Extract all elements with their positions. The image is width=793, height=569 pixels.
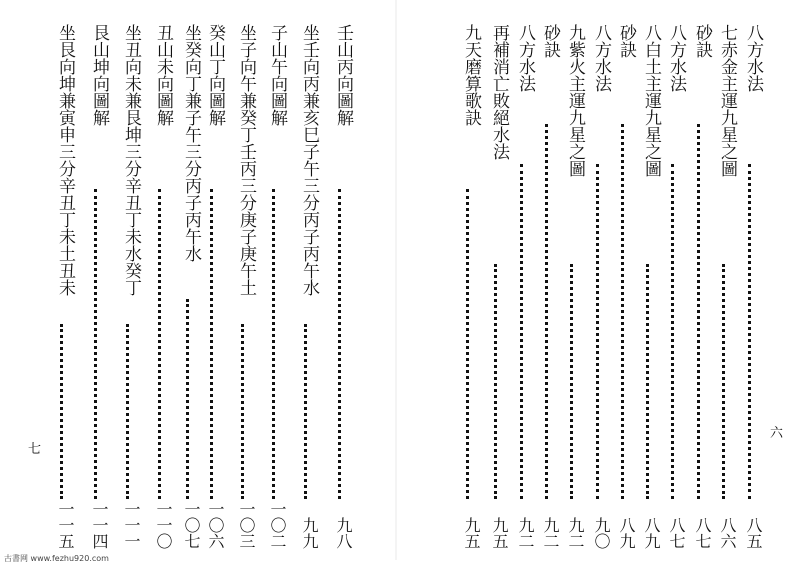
toc-entry-title: 坐丑向未兼艮坤三分辛丑丁未水癸丁 <box>121 24 141 296</box>
leader-dots <box>304 324 311 499</box>
leader-dots <box>722 264 729 499</box>
leader-dots <box>186 299 193 499</box>
toc-entry[interactable] <box>118 24 144 549</box>
toc-entry-page: 九二 <box>541 517 560 549</box>
toc-entry-title: 砂訣 <box>616 24 636 58</box>
leader-dots <box>621 124 628 499</box>
toc-entry-title: 子山午向圖解 <box>267 24 287 126</box>
leader-dots <box>272 189 279 499</box>
toc-entry[interactable] <box>202 24 228 549</box>
toc-entry-page: 一一五 <box>56 501 75 549</box>
toc-entry[interactable] <box>689 24 715 549</box>
leader-dots <box>466 189 473 499</box>
toc-entry-title: 八方水法 <box>743 24 763 92</box>
leader-dots <box>338 189 345 499</box>
leader-dots <box>126 324 133 499</box>
leader-dots <box>596 164 603 499</box>
leader-dots <box>748 164 755 499</box>
toc-entry[interactable] <box>740 24 766 549</box>
toc-entry[interactable] <box>296 24 322 549</box>
toc-entry-title: 壬山丙向圖解 <box>333 24 353 126</box>
watermark-footer: 古書网 www.fezhu920.com <box>4 554 109 563</box>
leader-dots <box>545 124 552 499</box>
leader-dots <box>520 164 527 499</box>
toc-entry-page: 九九 <box>300 517 319 549</box>
toc-entry-page: 九五 <box>462 517 481 549</box>
leader-dots <box>94 189 101 499</box>
toc-entry-page: 一一一 <box>122 501 141 549</box>
toc-entry[interactable] <box>178 24 204 549</box>
right-page-number: 六 <box>770 426 784 441</box>
toc-entry[interactable] <box>52 24 78 549</box>
toc-entry-title: 八白土主運九星之圖 <box>641 24 661 177</box>
toc-entry[interactable] <box>537 24 563 549</box>
toc-entry-title: 再補消亡敗絕水法 <box>489 24 509 160</box>
toc-entry-title: 坐壬向丙兼亥巳子午三分丙子丙午水 <box>299 24 319 296</box>
toc-entry[interactable] <box>714 24 740 549</box>
toc-entry[interactable] <box>512 24 538 549</box>
toc-entry-page: 九二 <box>516 517 535 549</box>
leader-dots <box>671 164 678 499</box>
gutter-divider <box>395 0 397 560</box>
leader-dots <box>158 189 165 499</box>
toc-entry-page: 一〇七 <box>182 501 201 549</box>
toc-entry-page: 八七 <box>693 517 712 549</box>
toc-entry-title: 丑山未向圖解 <box>153 24 173 126</box>
toc-entry-page: 一〇二 <box>268 501 287 549</box>
toc-entry[interactable] <box>458 24 484 549</box>
toc-entry-page: 八九 <box>642 517 661 549</box>
leader-dots <box>494 264 501 499</box>
toc-entry[interactable] <box>86 24 112 549</box>
toc-entry-page: 一〇三 <box>237 501 256 549</box>
left-page-number: 七 <box>28 442 42 457</box>
toc-entry-page: 九二 <box>566 517 585 549</box>
leader-dots <box>697 124 704 499</box>
toc-entry-page: 九〇 <box>592 517 611 549</box>
toc-entry-title: 砂訣 <box>692 24 712 58</box>
toc-entry-title: 九天磨算歌訣 <box>461 24 481 126</box>
toc-entry-page: 八七 <box>667 517 686 549</box>
toc-entry-page: 九五 <box>490 517 509 549</box>
leader-dots <box>60 324 67 499</box>
toc-entry-title: 艮山坤向圖解 <box>89 24 109 126</box>
toc-entry[interactable] <box>613 24 639 549</box>
toc-entry-title: 坐子向午兼癸丁壬丙三分庚子庚午土 <box>236 24 256 296</box>
toc-entry-title: 坐艮向坤兼寅申三分辛丑丁未土丑未 <box>55 24 75 296</box>
toc-entry-title: 癸山丁向圖解 <box>205 24 225 126</box>
toc-entry-title: 八方水法 <box>666 24 686 92</box>
leader-dots <box>210 189 217 499</box>
toc-entry-page: 一一四 <box>90 501 109 549</box>
toc-entry[interactable] <box>486 24 512 549</box>
toc-entry-page: 九八 <box>334 517 353 549</box>
toc-entry-title: 八方水法 <box>591 24 611 92</box>
toc-entry-title: 九紫火主運九星之圖 <box>565 24 585 177</box>
toc-entry[interactable] <box>150 24 176 549</box>
toc-entry[interactable] <box>663 24 689 549</box>
toc-entry-title: 七赤金主運九星之圖 <box>717 24 737 177</box>
toc-entry[interactable] <box>638 24 664 549</box>
toc-entry-page: 一〇六 <box>206 501 225 549</box>
leader-dots <box>646 264 653 499</box>
toc-entry-page: 八九 <box>617 517 636 549</box>
leader-dots <box>241 324 248 499</box>
toc-entry[interactable] <box>562 24 588 549</box>
toc-entry-page: 八六 <box>718 517 737 549</box>
toc-entry-page: 八五 <box>744 517 763 549</box>
toc-entry[interactable] <box>264 24 290 549</box>
toc-entry-title: 坐癸向丁兼子午三分丙子丙午水 <box>181 24 201 262</box>
toc-entry-title: 八方水法 <box>515 24 535 92</box>
toc-entry-title: 砂訣 <box>540 24 560 58</box>
toc-entry-page: 一一〇 <box>154 501 173 549</box>
toc-entry[interactable] <box>233 24 259 549</box>
toc-entry[interactable] <box>330 24 356 549</box>
toc-entry[interactable] <box>588 24 614 549</box>
leader-dots <box>570 264 577 499</box>
